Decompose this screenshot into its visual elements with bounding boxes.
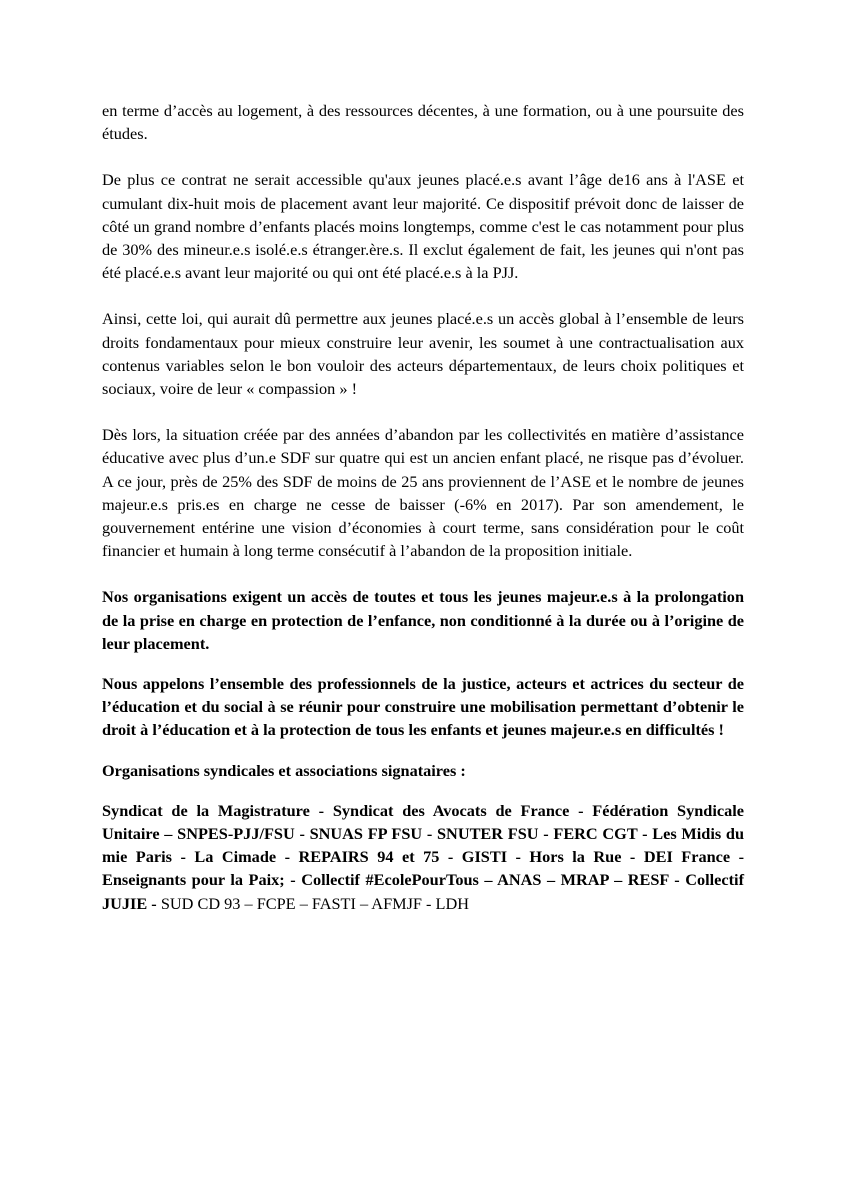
signatories-normal: SUD CD 93 – FCPE – FASTI – AFMJF - LDH	[160, 893, 470, 913]
paragraph-housing: en terme d’accès au logement, à des ressources décentes, à une formation, ou à une poursuite des études.	[102, 101, 744, 144]
paragraph-call: Nous appelons l’ensemble des professionnels de la justice, acteurs et actrices du secteur de l’éducation et du social à se réunir pour construire une mobilisation permettant d’obtenir le droit à l’éducation et à la protection de tous les enfants et jeunes majeur.e.s en difficultés !	[102, 674, 744, 740]
signatories-heading: Organisations syndicales et associations signataires :	[102, 760, 466, 780]
paragraph-situation: Dès lors, la situation créée par des années d’abandon par les collectivités en matière d’assistance éducative avec plus d’un.e SDF sur quatre qui est un ancien enfant placé, ne risque pas d’évoluer. A ce jour, près de 25% des SDF de moins de 25 ans proviennent de l’ASE et le nombre de jeunes majeur.e.s pris.es en charge ne cesse de baisser (-6% en 2017). Par son amendement, le gouvernement entérine une vision d’économies à court terme, sans considération pour le coût financier et humain à long terme consécutif à l’abandon de la proposition initiale.	[102, 425, 744, 561]
paragraph-demand: Nos organisations exigent un accès de toutes et tous les jeunes majeur.e.s à la prolongation de la prise en charge en protection de l’enfance, non conditionné à la durée ou à l’origine de leur placement.	[102, 587, 744, 653]
paragraph-law: Ainsi, cette loi, qui aurait dû permettre aux jeunes placé.e.s un accès global à l’ensemble de leurs droits fondamentaux pour mieux construire leur avenir, les soumet à une contractualisation aux contenus variables selon le bon vouloir des acteurs départementaux, de leurs choix politiques et sociaux, voire de leur « compassion » !	[102, 309, 744, 399]
signatories-list	[102, 799, 744, 915]
signatories-bold: Syndicat de la Magistrature - Syndicat des Avocats de France - Fédération Syndicale Unitaire – SNPES-PJJ/FSU - SNUAS FP FSU - SNUTER FSU - FERC CGT - Les Midis du mie Paris - La Cimade - REPAIRS 94 et 75 - GISTI - Hors la Rue - DEI France - Enseignants pour la Paix; - Collectif #EcolePourTous – ANAS – MRAP – RESF - Collectif JUJIE -	[102, 800, 744, 913]
paragraph-contract: De plus ce contrat ne serait accessible qu'aux jeunes placé.e.s avant l’âge de16 ans à l'ASE et cumulant dix-huit mois de placement avant leur majorité. Ce dispositif prévoit donc de laisser de côté un grand nombre d’enfants placés moins longtemps, comme c'est le cas notamment pour plus de 30% des mineur.e.s isolé.e.s étranger.ère.s. Il exclut également de fait, les jeunes qui n'ont pas été placé.e.s avant leur majorité ou qui ont été placé.e.s à la PJJ.	[102, 170, 744, 283]
